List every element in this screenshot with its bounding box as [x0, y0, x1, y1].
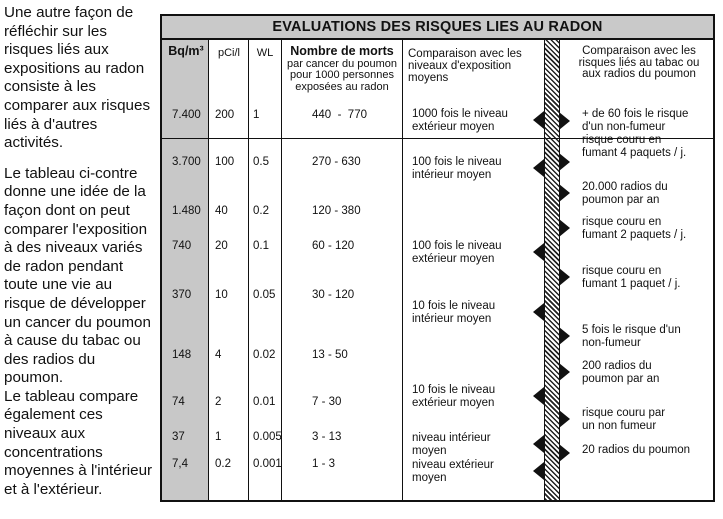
- side-paragraph-1: Une autre façon de réfléchir sur les risques liés aux expositions au radon consiste à les comparer aux risques liés à d'autres activités.: [4, 4, 151, 152]
- cell-deaths: 1 - 3: [312, 458, 336, 470]
- cell-bq: 740: [172, 240, 192, 252]
- column-divider: [402, 40, 403, 500]
- level-comparison: 10 fois le niveau intérieur moyen: [412, 300, 496, 325]
- right-arrow-marker: [559, 184, 570, 202]
- cell-pci: 0.2: [215, 458, 231, 470]
- level-comparison: 1000 fois le niveau extérieur moyen: [412, 108, 508, 133]
- side-paragraph-3: Le tableau compare également ces niveaux aux concentrations moyennes à l'intérieur et à l'extérieur.: [4, 387, 153, 498]
- cell-bq: 1.480: [172, 205, 201, 217]
- cell-pci: 2: [215, 396, 222, 408]
- cell-pci: 40: [215, 205, 228, 217]
- cell-bq: 148: [172, 349, 192, 361]
- column-divider: [248, 40, 249, 500]
- tobacco-comparison: risque couru en fumant 2 paquets / j.: [582, 216, 687, 241]
- cell-wl: 0.01: [253, 396, 276, 408]
- hatched-separator: [544, 40, 560, 500]
- cell-bq: 7,4: [172, 458, 188, 470]
- header-tobacco: Comparaison avec les risques liés au tabac ou aux radios du poumon: [578, 45, 700, 81]
- cell-pci: 100: [215, 156, 235, 168]
- cell-wl: 0.001: [253, 458, 282, 470]
- right-arrow-marker: [559, 444, 570, 462]
- header-wl: WL: [256, 47, 274, 59]
- cell-deaths: 270 - 630: [312, 156, 361, 168]
- right-arrow-marker: [559, 153, 570, 171]
- right-arrow-marker: [559, 219, 570, 237]
- side-explanation: [4, 4, 156, 511]
- level-comparison: niveau intérieur moyen: [412, 432, 491, 457]
- header-levels: Comparaison avec les niveaux d'exposition moyens: [408, 48, 522, 84]
- level-comparison: 100 fois le niveau extérieur moyen: [412, 240, 502, 265]
- cell-bq: 370: [172, 289, 192, 301]
- cell-deaths: 13 - 50: [312, 349, 348, 361]
- cell-bq: 37: [172, 431, 185, 443]
- right-arrow-marker: [559, 112, 570, 130]
- cell-bq: 74: [172, 396, 185, 408]
- left-arrow-marker: [533, 462, 544, 480]
- cell-wl: 0.02: [253, 349, 276, 361]
- cell-wl: 0.005: [253, 431, 282, 443]
- cell-wl: 1: [253, 109, 260, 121]
- tobacco-comparison: 20.000 radios du poumon par an: [582, 181, 668, 206]
- left-arrow-marker: [533, 303, 544, 321]
- cell-deaths: 30 - 120: [312, 289, 355, 301]
- tobacco-comparison: 200 radios du poumon par an: [582, 360, 660, 385]
- tobacco-comparison: 5 fois le risque d'un non-fumeur: [582, 324, 681, 349]
- left-arrow-marker: [533, 435, 544, 453]
- cell-bq: 3.700: [172, 156, 201, 168]
- cell-pci: 10: [215, 289, 228, 301]
- radon-risk-table: [160, 14, 715, 502]
- side-paragraph-2: Le tableau ci-contre donne une idée de la façon dont on peut comparer l'exposition à des niveaux variés de radon pendant toute une vie au risque de développer un cancer du poumon à cause du tabac ou des radios du poumon.: [4, 164, 151, 387]
- table-title: EVALUATIONS DES RISQUES LIES AU RADON: [162, 16, 713, 40]
- tobacco-comparison: 20 radios du poumon: [582, 444, 691, 456]
- cell-pci: 4: [215, 349, 222, 361]
- cell-pci: 1: [215, 431, 222, 443]
- left-arrow-marker: [533, 387, 544, 405]
- cell-bq: 7.400: [172, 109, 201, 121]
- level-comparison: 10 fois le niveau extérieur moyen: [412, 384, 496, 409]
- left-arrow-marker: [533, 159, 544, 177]
- header-deaths: Nombre de morts par cancer du poumon pour 1000 personnes exposées au radon: [286, 44, 398, 93]
- cell-wl: 0.2: [253, 205, 269, 217]
- cell-deaths: 7 - 30: [312, 396, 342, 408]
- right-arrow-marker: [559, 363, 570, 381]
- left-arrow-marker: [533, 243, 544, 261]
- header-bq: Bq/m³: [168, 44, 204, 58]
- left-arrow-marker: [533, 111, 544, 129]
- tobacco-comparison: risque couru en fumant 1 paquet / j.: [582, 265, 681, 290]
- cell-deaths: 120 - 380: [312, 205, 361, 217]
- cell-pci: 200: [215, 109, 235, 121]
- header-pci: pCi/l: [217, 47, 240, 59]
- level-comparison: niveau extérieur moyen: [412, 459, 494, 484]
- cell-deaths: 60 - 120: [312, 240, 355, 252]
- tobacco-comparison: + de 60 fois le risque d'un non-fumeur risque couru en fumant 4 paquets / j.: [582, 108, 689, 159]
- cell-deaths: 440 - 770: [312, 109, 367, 121]
- column-divider: [208, 40, 209, 500]
- cell-pci: 20: [215, 240, 228, 252]
- cell-wl: 0.05: [253, 289, 276, 301]
- right-arrow-marker: [559, 410, 570, 428]
- right-arrow-marker: [559, 327, 570, 345]
- tobacco-comparison: risque couru par un non fumeur: [582, 407, 666, 432]
- cell-wl: 0.5: [253, 156, 269, 168]
- level-comparison: 100 fois le niveau intérieur moyen: [412, 156, 502, 181]
- right-arrow-marker: [559, 268, 570, 286]
- cell-wl: 0.1: [253, 240, 269, 252]
- cell-deaths: 3 - 13: [312, 431, 342, 443]
